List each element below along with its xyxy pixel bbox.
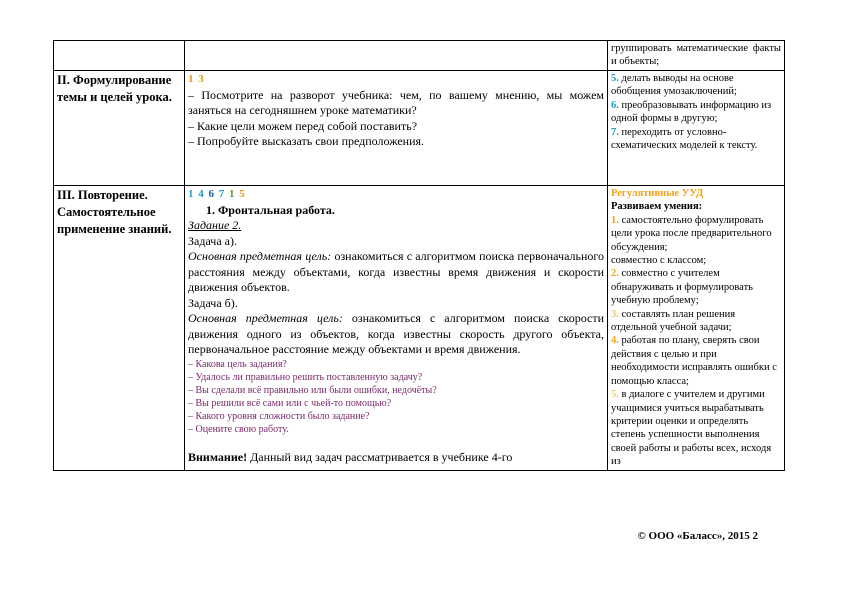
attention-note: Внимание! Данный вид задач рассматривается в учебнике 4-го — [188, 449, 513, 464]
stage-cell — [54, 186, 185, 471]
content-cell — [185, 186, 608, 471]
content-cell — [185, 41, 608, 71]
uud-item: 5. в диалоге с учителем и другими учащимися учиться вырабатывать критерии оценки и определять степень успешности выполнения своей работы и работы всех, исходя из — [611, 389, 772, 468]
uud-cell — [608, 41, 785, 71]
uud-item: 7. переходить от условно-схематических моделей к тексту. — [611, 126, 758, 152]
uud-item: 1. самостоятельно формулировать цели урока после предварительного обсуждения; — [611, 214, 772, 253]
task-goal: Основная предметная цель: ознакомиться с алгоритмом поиска скорости движения одного из объектов, когда известны скорость другого объекта, первоначальное расстояние между объектами и время движения. — [188, 311, 604, 356]
uud-cell — [608, 186, 785, 471]
question-line: – Вы сделали всё правильно или были ошибки, недочёты? — [188, 384, 437, 396]
activity-numbers: 1 4 6 7 1 5 — [188, 188, 246, 200]
task-goal: Основная предметная цель: ознакомиться с алгоритмом поиска первоначального расстояния между объектами, когда известны время движения и скорости движения объектов. — [188, 249, 605, 294]
task-label: Задача б). — [188, 295, 238, 310]
activity-numbers: 1 3 — [188, 73, 205, 85]
uud-cell — [608, 71, 785, 186]
table-row — [54, 186, 785, 471]
question-line: – Оцените свою работу. — [188, 423, 289, 435]
uud-item: 6. преобразовывать информацию из одной формы в другую; — [611, 99, 772, 125]
dialog-line: – Какие цели можем перед собой поставить? — [188, 118, 418, 133]
content-cell — [185, 71, 608, 186]
stage-cell — [54, 41, 185, 71]
stage-cell — [54, 71, 185, 186]
lesson-table — [53, 40, 785, 471]
task-label: Задача а). — [188, 233, 237, 248]
task-title: Задание 2. — [188, 218, 242, 232]
uud-subheader: Развиваем умения: — [611, 201, 703, 213]
dialog-line: – Попробуйте высказать свои предположения. — [188, 134, 425, 148]
question-line: – Какова цель задания? — [188, 358, 287, 370]
uud-item: 4. работая по плану, сверять свои действия с целью и при необходимости исправлять ошибки с помощью класса; — [611, 335, 777, 387]
question-line: – Какого уровня сложности было задание? — [188, 410, 370, 422]
section-heading: 1. Фронтальная работа. — [206, 202, 335, 217]
uud-item: 3. составлять план решения отдельной учебной задачи; — [611, 308, 736, 334]
uud-header: Регулятивные УУД — [611, 188, 704, 199]
uud-item: 5. делать выводы на основе обобщения умозаключений; — [611, 73, 737, 98]
stage-title: II. Формулирование темы и целей урока. — [57, 73, 172, 104]
table-row — [54, 41, 785, 71]
question-line: – Удалось ли правильно решить поставленную задачу? — [188, 371, 423, 383]
stage-title: III. Повторение. Самостоятельное применение знаний. — [57, 188, 172, 236]
dialog-line: – Посмотрите на разворот учебника: чем, по вашему мнению, мы можем заняться на сегодняшнем уроке математики? — [188, 87, 604, 117]
table-row — [54, 71, 785, 186]
question-line: – Вы решили всё сами или с чьей-то помощью? — [188, 397, 392, 409]
uud-item: 2. совместно с учителем обнаруживать и формулировать учебную проблему; — [611, 268, 753, 307]
uud-item: совместно с классом; — [611, 255, 707, 267]
copyright-footer: © ООО «Баласс», 2015 2 — [637, 530, 758, 542]
uud-text: группировать математические факты и объекты; — [611, 43, 781, 68]
